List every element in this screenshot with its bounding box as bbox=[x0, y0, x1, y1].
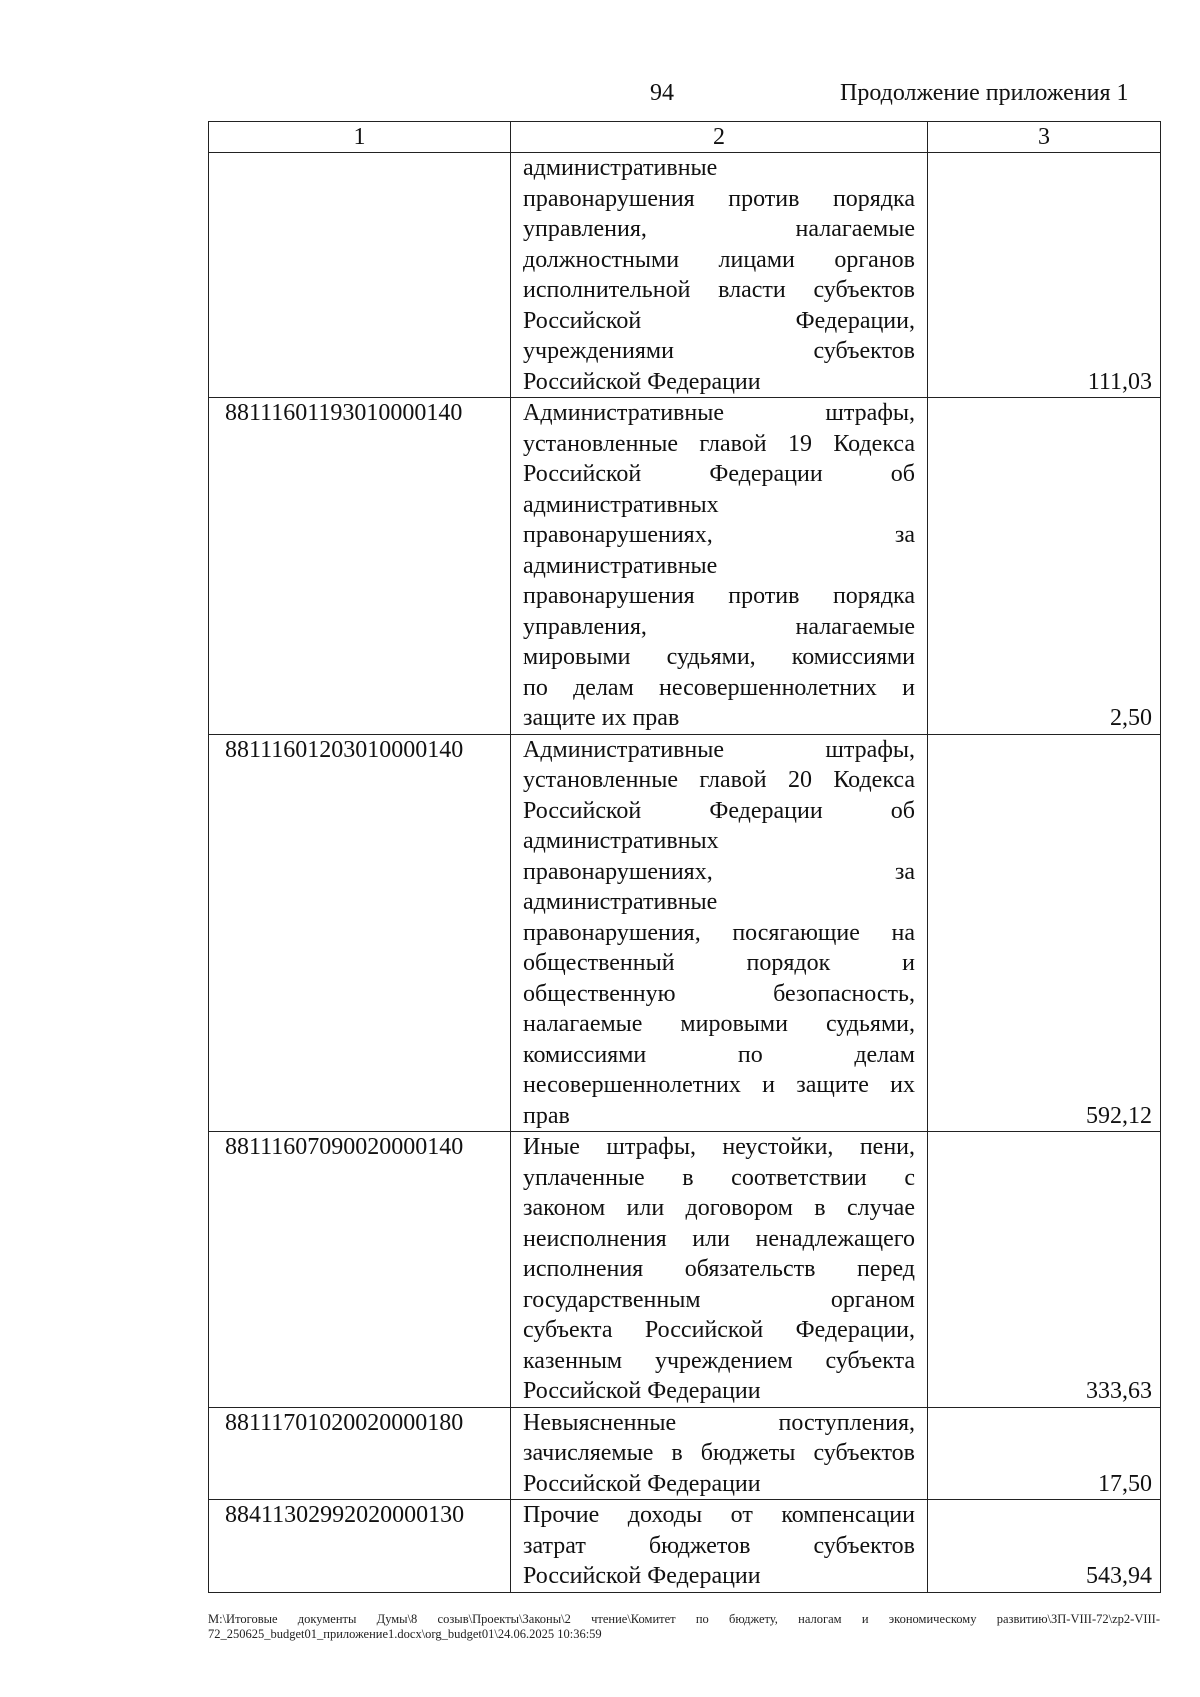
income-name-line: административные bbox=[523, 155, 718, 181]
income-name-line: установленные главой 20 Кодекса bbox=[523, 767, 915, 793]
income-name-cell bbox=[511, 1407, 928, 1500]
income-name-line: правонарушениях, за bbox=[523, 522, 915, 548]
budget-code-cell: 88111601193010000140 bbox=[209, 398, 511, 735]
budget-code-cell: 88411302992020000130 bbox=[209, 1500, 511, 1593]
table-row bbox=[209, 1500, 1161, 1593]
income-name-line: управления, налагаемые bbox=[523, 613, 915, 640]
income-name-cell bbox=[511, 398, 928, 735]
amount-cell: 2,50 bbox=[928, 398, 1161, 735]
income-name-line: исполнительной власти субъектов bbox=[523, 277, 915, 303]
income-name-cell bbox=[511, 734, 928, 1132]
income-name-line: Прочие доходы от компенсации bbox=[523, 1502, 915, 1528]
income-name-line: субъекта Российской Федерации, bbox=[523, 1317, 915, 1343]
income-name-line: Российской Федерации bbox=[523, 1378, 761, 1404]
budget-code-cell: 88111607090020000140 bbox=[209, 1132, 511, 1408]
income-name-line: налагаемые мировыми судьями, bbox=[523, 1011, 915, 1037]
amount-cell: 543,94 bbox=[928, 1500, 1161, 1593]
income-name-line: правонарушениях, за bbox=[523, 858, 915, 885]
amount-cell: 17,50 bbox=[928, 1407, 1161, 1500]
income-name-line: уплаченные в соответствии с bbox=[523, 1164, 915, 1191]
table-row bbox=[209, 734, 1161, 1132]
income-name-cell bbox=[511, 153, 928, 398]
income-name-line: комиссиями по делам bbox=[523, 1041, 915, 1068]
income-name-line: государственным органом bbox=[523, 1286, 915, 1313]
income-name-line: административных bbox=[523, 828, 719, 854]
document-path-footer: M:\Итоговые документы Думы\8 созыв\Проекты\Законы\2 чтение\Комитет по бюджету, налогам и экономическому развитию\ЗП-VIII-72\zp2-VIII-72_250625_budget01_приложение1.docx\org_budget01\24.06.2025 10:36:59 bbox=[208, 1612, 1160, 1641]
table-row bbox=[209, 1407, 1161, 1500]
income-name-line: Российской Федерации bbox=[523, 1470, 761, 1497]
table-row bbox=[209, 153, 1161, 398]
income-name-line: прав bbox=[523, 1102, 570, 1129]
income-name-line: зачисляемые в бюджеты субъектов bbox=[523, 1440, 915, 1466]
continuation-title: Продолжение приложения 1 bbox=[840, 80, 1129, 106]
income-name-line: административные bbox=[523, 889, 718, 915]
table-header-row bbox=[209, 122, 1161, 153]
income-name-line: должностными лицами органов bbox=[523, 246, 915, 273]
budget-code-cell bbox=[209, 153, 511, 398]
income-name-line: общественный порядок и bbox=[523, 950, 915, 976]
income-name-line: Административные штрафы, bbox=[523, 736, 915, 763]
amount-cell: 333,63 bbox=[928, 1132, 1161, 1408]
budget-code-cell: 88111601203010000140 bbox=[209, 734, 511, 1132]
table-row bbox=[209, 398, 1161, 735]
table-row bbox=[209, 1132, 1161, 1408]
income-name-line: правонарушения против порядка bbox=[523, 185, 915, 212]
income-name-line: административные bbox=[523, 552, 718, 579]
income-name-line: неисполнения или ненадлежащего bbox=[523, 1225, 915, 1252]
budget-code-cell: 88111701020020000180 bbox=[209, 1407, 511, 1500]
income-name-line: административных bbox=[523, 491, 719, 518]
income-name-cell bbox=[511, 1500, 928, 1593]
income-name-line: Российской Федерации, bbox=[523, 307, 915, 334]
income-name-line: управления, налагаемые bbox=[523, 216, 915, 242]
income-name-line: общественную безопасность, bbox=[523, 980, 915, 1007]
income-name-line: затрат бюджетов субъектов bbox=[523, 1532, 915, 1559]
amount-cell: 111,03 bbox=[928, 153, 1161, 398]
income-name-line: Российской Федерации об bbox=[523, 797, 915, 824]
income-name-line: Российской Федерации bbox=[523, 1563, 761, 1589]
income-name-line: законом или договором в случае bbox=[523, 1195, 915, 1221]
income-name-line: правонарушения, посягающие на bbox=[523, 919, 915, 946]
amount-cell: 592,12 bbox=[928, 734, 1161, 1132]
income-name-line: установленные главой 19 Кодекса bbox=[523, 430, 915, 457]
income-name-line: Административные штрафы, bbox=[523, 400, 915, 426]
income-name-line: по делам несовершеннолетних и bbox=[523, 674, 915, 701]
income-name-line: несовершеннолетних и защите их bbox=[523, 1072, 915, 1098]
income-name-line: исполнения обязательств перед bbox=[523, 1256, 915, 1282]
income-name-line: защите их прав bbox=[523, 705, 680, 731]
column-header-2: 2 bbox=[511, 122, 928, 153]
income-name-line: Российской Федерации об bbox=[523, 461, 915, 487]
income-name-line: Невыясненные поступления, bbox=[523, 1409, 915, 1436]
income-name-line: правонарушения против порядка bbox=[523, 583, 915, 609]
income-name-line: мировыми судьями, комиссиями bbox=[523, 644, 915, 670]
column-header-3: 3 bbox=[928, 122, 1161, 153]
page-number: 94 bbox=[650, 80, 674, 106]
income-name-line: казенным учреждением субъекта bbox=[523, 1347, 915, 1374]
income-name-line: Иные штрафы, неустойки, пени, bbox=[523, 1134, 915, 1160]
income-name-line: учреждениями субъектов bbox=[523, 338, 915, 364]
column-header-1: 1 bbox=[209, 122, 511, 153]
income-name-cell bbox=[511, 1132, 928, 1408]
income-name-line: Российской Федерации bbox=[523, 368, 761, 395]
revenue-table bbox=[208, 121, 1161, 1593]
